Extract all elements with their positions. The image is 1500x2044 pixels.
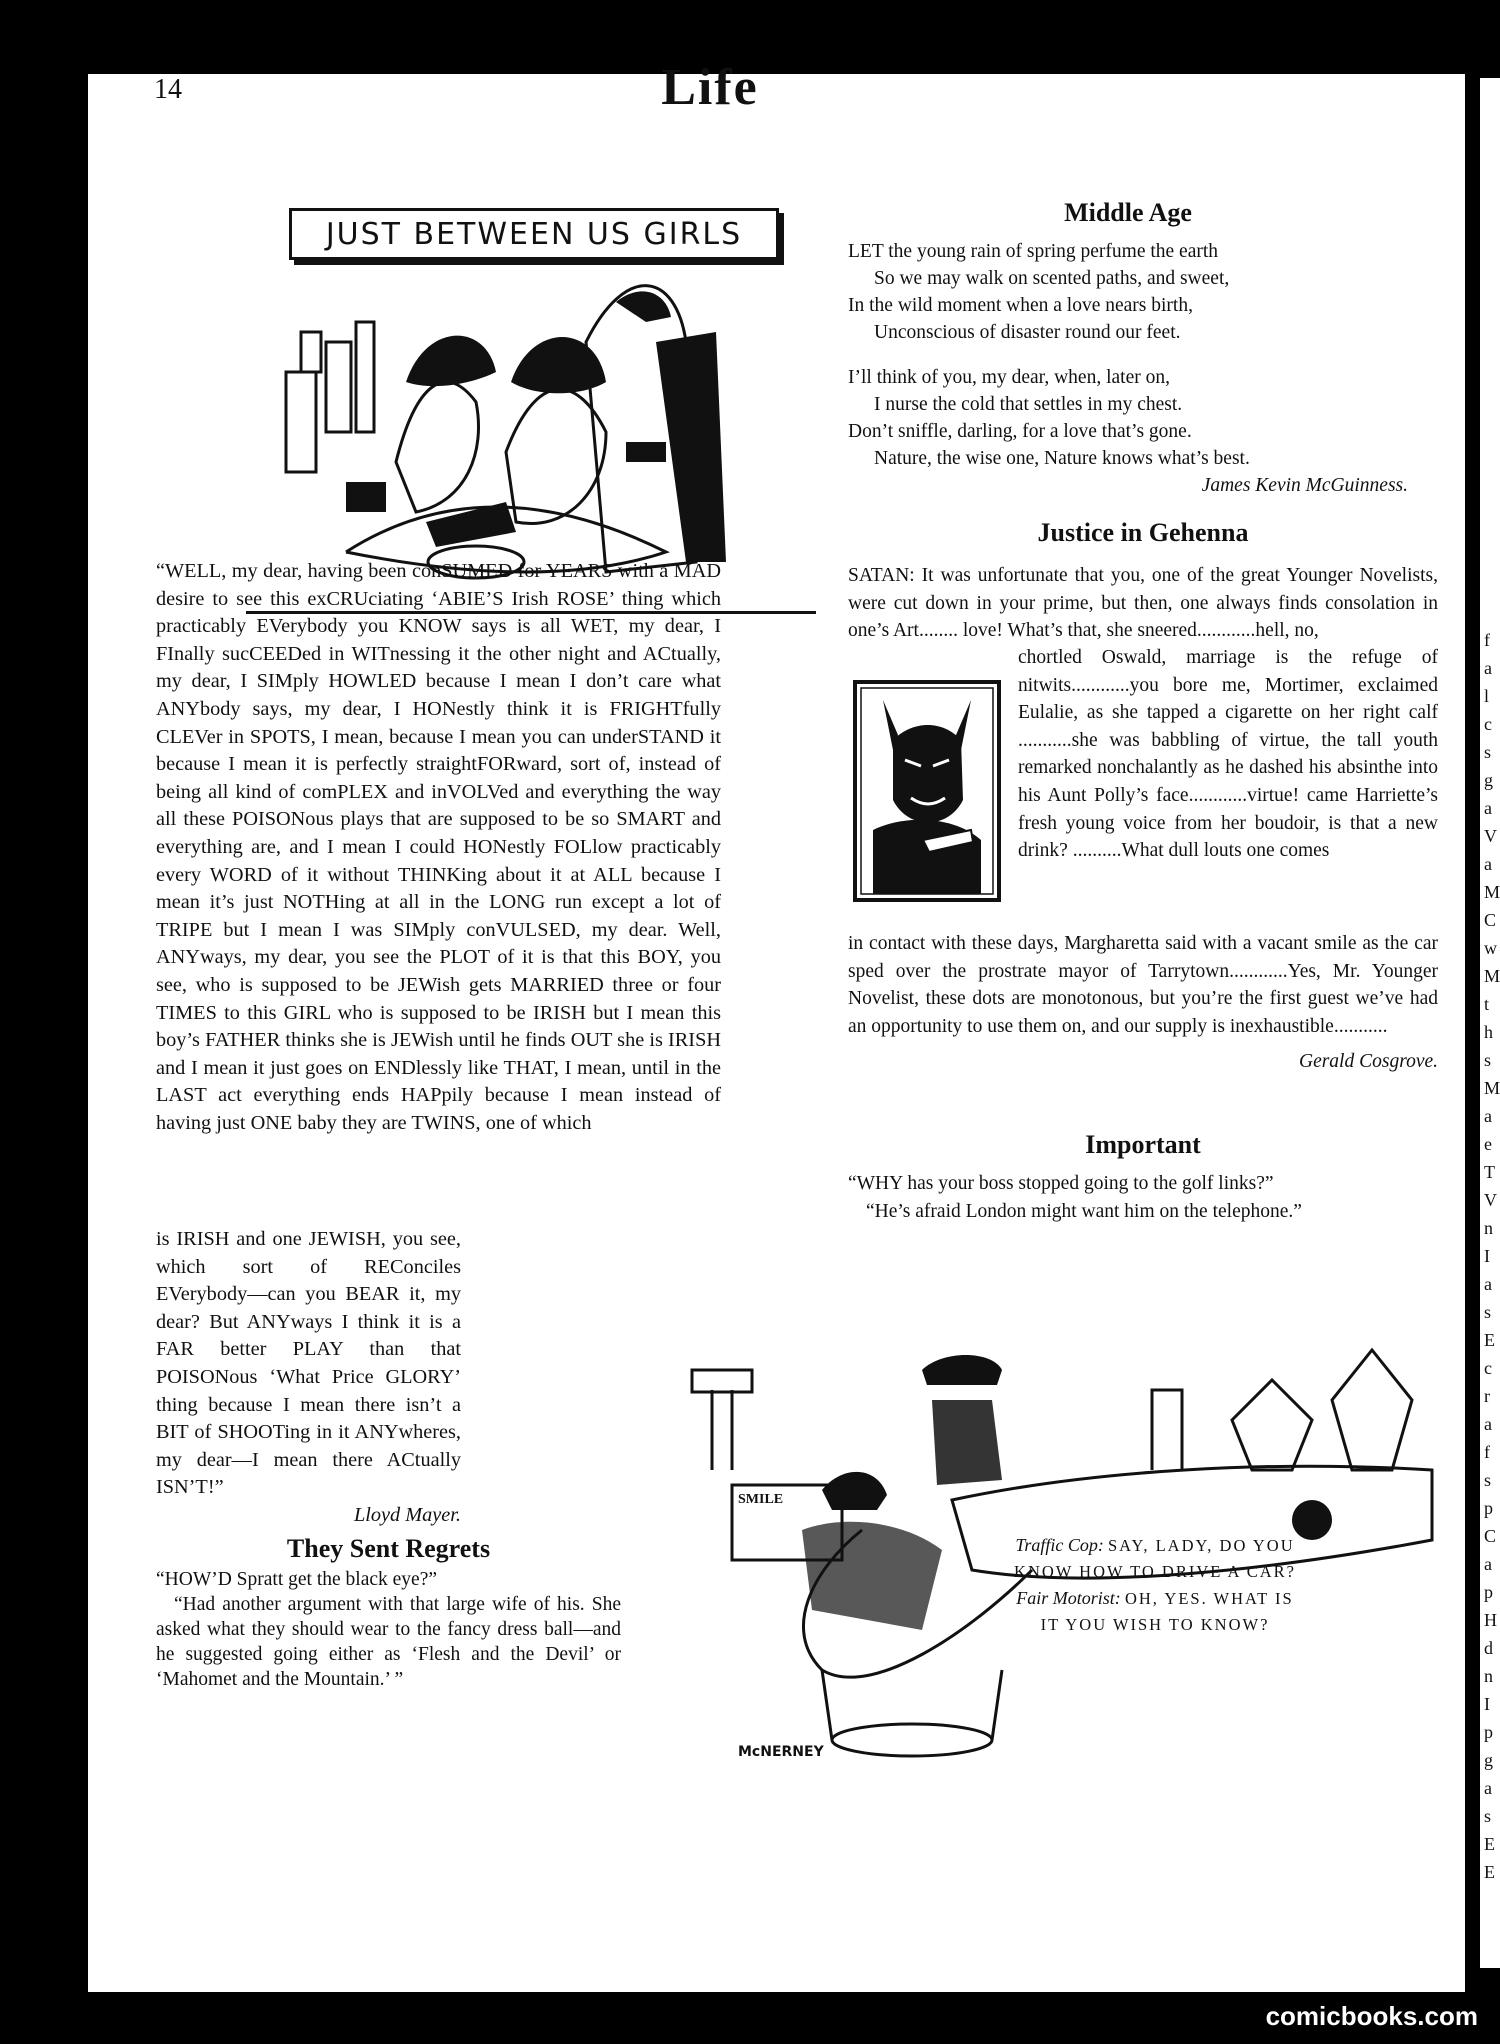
important-title: Important [1085,1130,1201,1159]
poem-line: Don’t sniffle, darling, for a love that’s gone. [848,421,1192,442]
strip-letter: r [1484,1386,1490,1406]
strip-letter: s [1484,1302,1492,1322]
girls-story-continued [156,1226,461,1530]
caption-speaker-cop: Traffic Cop: [1015,1535,1104,1555]
strip-letter: E [1484,1834,1495,1854]
poem-line: I’ll think of you, my dear, when, later on, [848,367,1170,388]
poem-line: LET the young rain of spring perfume the earth [848,241,1219,262]
strip-letter: E [1484,1330,1495,1350]
gehenna-intro [848,562,1438,645]
strip-letter: e [1484,1134,1492,1154]
poem-line: Unconscious of disaster round our feet. [874,322,1181,343]
signature-mcguinness: James Kevin McGuinness. [1201,475,1408,496]
strip-letter: a [1484,1414,1492,1434]
gehenna-rest-text: in contact with these days, Margharetta said with a vacant smile as the car sped over the prostrate mayor of Tarrytown............Yes, Mr. Younger Novelist, these dots are monotonous, but you’re the first guest we’ve had an opportunity to use them on, and our supply is inexhaustible........... [848,933,1438,1037]
strip-letter: a [1484,1106,1492,1126]
caption-line-motorist: OH, YES. WHAT IS IT YOU WISH TO KNOW? [1040,1589,1294,1634]
strip-letter: a [1484,1554,1492,1574]
strip-letter: a [1484,854,1492,874]
poem-line: In the wild moment when a love nears birth, [848,295,1193,316]
important-answer: “He’s afraid London might want him on the telephone.” [866,1200,1302,1222]
caption-speaker-motorist: Fair Motorist: [1016,1588,1121,1608]
strip-letter: C [1484,910,1497,930]
girls-story [156,558,721,1137]
important-question: “WHY has your boss stopped going to the golf links?” [848,1173,1274,1194]
strip-letter: I [1484,1246,1490,1266]
important-piece [848,1170,1438,1225]
section-banner-text: JUST BETWEEN US GIRLS [325,216,743,252]
cartoon-sign-text: SMILE [738,1492,784,1507]
strip-letter: a [1484,798,1492,818]
strip-letter: h [1484,1022,1493,1042]
section-banner [289,208,779,260]
devil-illustration [853,680,1001,902]
regrets-title: They Sent Regrets [286,1534,491,1563]
gehenna-wrapped-text: chortled Oswald, marriage is the refuge of nitwits............you bore me, Mortimer, exclaimed Eulalie, as she tapped a cigarette on her right calf ...........she was babbling of virtue, the tall youth remarked nonchalantly as he dashed his absinthe into his Aunt Polly’s face............virtue! came Harriette’s fresh young voice from her boudoir, is that a new drink? ..........What dull louts one comes [1018,647,1438,862]
strip-letter: n [1484,1666,1493,1686]
page-number: 14 [154,74,182,105]
strip-letter: a [1484,1274,1492,1294]
masthead: Life [661,59,759,116]
middle-age-title: Middle Age [1064,198,1192,227]
signature-lloyd-mayer: Lloyd Mayer. [353,1503,461,1526]
strip-letter: s [1484,742,1492,762]
watermark-footer: comicbooks.com [1265,2001,1478,2031]
poem-line: I nurse the cold that settles in my chest. [874,394,1183,415]
strip-letter: s [1484,1806,1492,1826]
girls-story-paragraph-end: is IRISH and one JEWISH, you see, which sort of REConciles EVerybody—can you BEAR it, my dear? But ANYways I think it is a FAR better PLAY than that POISONous ‘What Price GLORY’ thing because I mean there isn’t a BIT of SHOOTing in it ANYwheres, my dear—I mean there ACtually ISN’T!” [156,1228,461,1499]
strip-letter: p [1484,1722,1493,1742]
girls-story-paragraph: “WELL, my dear, having been conSUMED for YEARS with a MAD desire to see this exCRUciating ‘ABIE’S Irish ROSE’ thing which practicably EVerybody you KNOW says is all WET, my dear, I FInally sucCEEDed in WITnessing it the other night and ACtually, my dear, I SIMply HOWLED because I mean I don’t care what ANYbody says, my dear, I HONestly think it is FRIGHTfully CLEVer in SPOTS, I mean, because I mean you can underSTAND it because I mean it is perfectly straightFORward, sort of, instead of being all kind of comPLEX and inVOLVed and everything the way all these POISONous plays that are supposed to be so SMART and everything are, and I mean I could HONestly FOLlow practicably every WORD of it without THINKing about it at ALL because I mean it’s just NOTHing at all in the LONG run except a lot of TRIPE but I mean I was SIMply conVULSED, my dear. Well, ANYways, my dear, you see the PLOT of it is that this BOY, you see, who is supposed to be JEWish gets MARRIED three or four TIMES to this GIRL who is supposed to be IRISH but I mean this boy’s FATHER thinks she is JEWish until he finds OUT she is IRISH and I mean it just goes on ENDlessly like THAT, I mean, until in the LAST act everything ends HAPpily because I mean instead of having just ONE baby they are TWINS, one of which [156,560,721,1134]
strip-letter: f [1484,630,1490,650]
regrets-piece [156,1536,621,1692]
strip-letter: c [1484,714,1492,734]
regrets-answer: “Had another argument with that large wife of his. She asked what they should wear to the fancy dress ball—and he suggested going either as ‘Flesh and the Devil’ or ‘Mahomet and the Mountain.’ ” [156,1594,621,1690]
strip-letter: t [1484,994,1490,1014]
strip-letter: M [1484,1078,1500,1098]
strip-letter: M [1484,966,1500,986]
strip-letter: E [1484,1862,1495,1882]
gehenna-rest [848,930,1438,1076]
strip-letter: d [1484,1638,1493,1658]
strip-letter: a [1484,658,1492,678]
strip-letter: T [1484,1162,1495,1182]
cartoon-signature: McNERNEY [738,1744,824,1760]
strip-letter: c [1484,1358,1492,1378]
poem-line: Nature, the wise one, Nature knows what’s best. [874,448,1250,469]
strip-letter: p [1484,1582,1493,1602]
strip-letter: C [1484,1526,1497,1546]
regrets-question: “HOW’D Spratt get the black eye?” [156,1569,437,1590]
strip-letter: g [1484,770,1493,790]
cartoon-caption [1010,1532,1300,1638]
strip-letter: V [1484,1190,1497,1210]
strip-letter: s [1484,1470,1492,1490]
strip-letter: l [1484,686,1490,706]
strip-letter: I [1484,1694,1490,1714]
strip-letter: p [1484,1498,1493,1518]
strip-letter: H [1484,1610,1497,1630]
strip-letter: a [1484,1778,1492,1798]
strip-letter: n [1484,1218,1493,1238]
gehenna-intro-text: SATAN: It was unfortunate that you, one of the great Younger Novelists, were cut down in your prime, but then, one always finds consolation in one’s Art........ love! What’s that, she sneered............hell, no, [848,565,1438,642]
strip-letter: f [1484,1442,1490,1462]
strip-letter: g [1484,1750,1493,1770]
strip-letter: M [1484,882,1500,902]
traffic-cop-cartoon [672,1270,1442,1790]
middle-age-poem [848,198,1408,499]
strip-letter: w [1484,938,1497,958]
signature-cosgrove: Gerald Cosgrove. [1298,1051,1438,1073]
caption-line-cop: SAY, LADY, DO YOU KNOW HOW TO DRIVE A CAR? [1014,1536,1296,1581]
gehenna-title: Justice in Gehenna [1037,518,1249,547]
gehenna-wrapped [1018,644,1438,865]
strip-letter: V [1484,826,1497,846]
strip-letter: s [1484,1050,1492,1070]
poem-line: So we may walk on scented paths, and sweet, [874,268,1230,289]
